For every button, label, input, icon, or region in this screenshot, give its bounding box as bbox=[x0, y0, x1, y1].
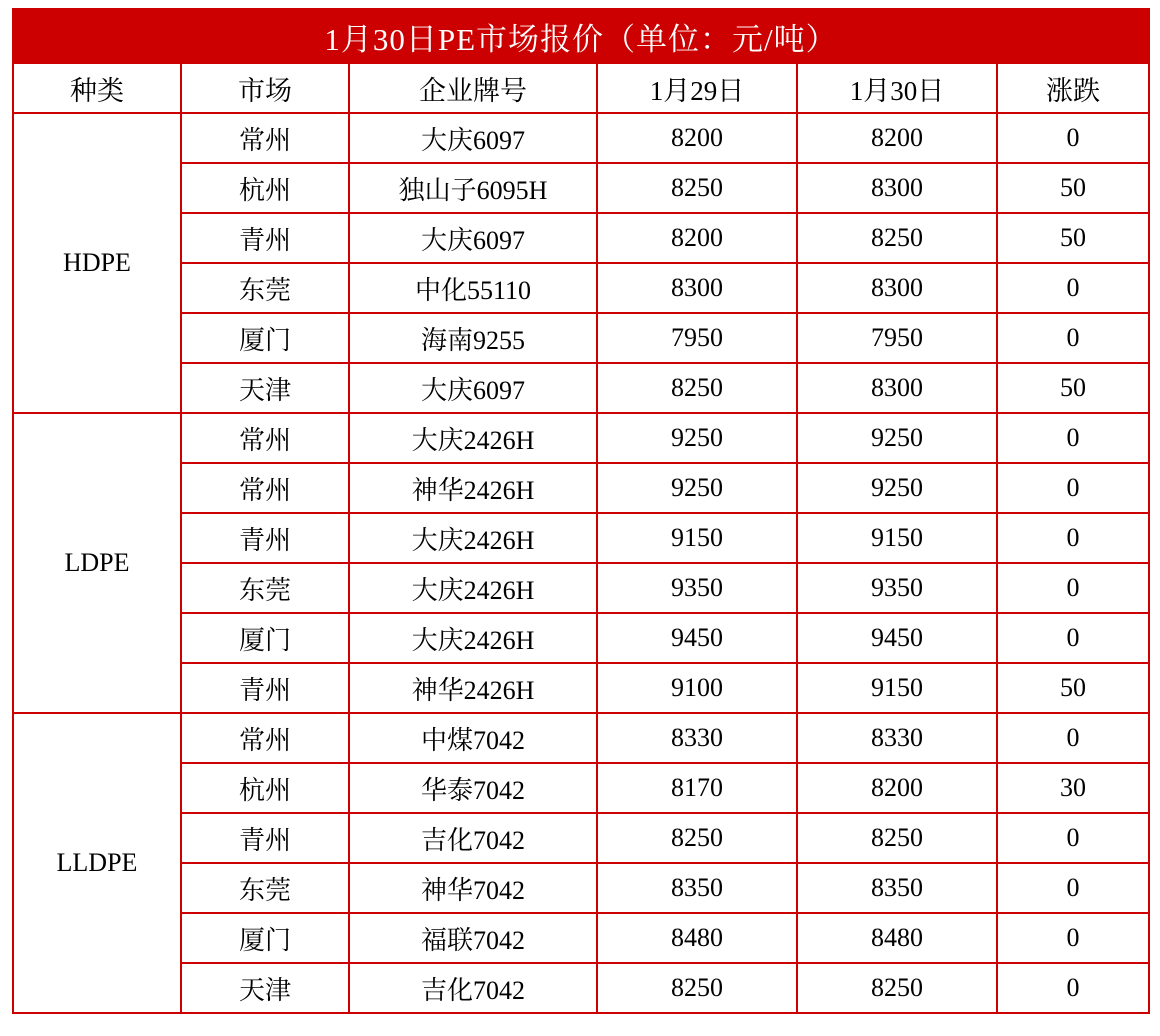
change-cell: 30 bbox=[997, 763, 1149, 813]
brand-cell: 吉化7042 bbox=[349, 813, 597, 863]
price-curr-cell: 8300 bbox=[797, 263, 997, 313]
brand-cell: 大庆2426H bbox=[349, 613, 597, 663]
market-cell: 常州 bbox=[181, 413, 349, 463]
column-header-date-prev: 1月29日 bbox=[597, 63, 797, 113]
market-cell: 常州 bbox=[181, 113, 349, 163]
table-row bbox=[13, 463, 1149, 513]
change-cell: 50 bbox=[997, 363, 1149, 413]
table-row bbox=[13, 913, 1149, 963]
price-curr-cell: 8300 bbox=[797, 163, 997, 213]
market-cell: 常州 bbox=[181, 713, 349, 763]
brand-cell: 大庆2426H bbox=[349, 563, 597, 613]
price-prev-cell: 9100 bbox=[597, 663, 797, 713]
price-prev-cell: 8330 bbox=[597, 713, 797, 763]
price-prev-cell: 8170 bbox=[597, 763, 797, 813]
brand-cell: 华泰7042 bbox=[349, 763, 597, 813]
change-cell: 50 bbox=[997, 163, 1149, 213]
price-curr-cell: 8330 bbox=[797, 713, 997, 763]
table-row bbox=[13, 513, 1149, 563]
change-cell: 0 bbox=[997, 963, 1149, 1013]
market-cell: 厦门 bbox=[181, 313, 349, 363]
price-curr-cell: 8250 bbox=[797, 963, 997, 1013]
price-prev-cell: 8250 bbox=[597, 813, 797, 863]
price-prev-cell: 9350 bbox=[597, 563, 797, 613]
table-row bbox=[13, 163, 1149, 213]
header-row bbox=[13, 63, 1149, 113]
price-curr-cell: 8250 bbox=[797, 813, 997, 863]
brand-cell: 大庆2426H bbox=[349, 513, 597, 563]
brand-cell: 大庆2426H bbox=[349, 413, 597, 463]
table-head bbox=[13, 9, 1149, 113]
table-title: 1月30日PE市场报价（单位：元/吨） bbox=[13, 9, 1149, 63]
market-cell: 青州 bbox=[181, 813, 349, 863]
price-prev-cell: 8200 bbox=[597, 113, 797, 163]
market-cell: 杭州 bbox=[181, 163, 349, 213]
table-row bbox=[13, 363, 1149, 413]
table-row bbox=[13, 263, 1149, 313]
brand-cell: 独山子6095H bbox=[349, 163, 597, 213]
table-body bbox=[13, 113, 1149, 1013]
market-cell: 青州 bbox=[181, 663, 349, 713]
title-row bbox=[13, 9, 1149, 63]
change-cell: 0 bbox=[997, 263, 1149, 313]
price-prev-cell: 8350 bbox=[597, 863, 797, 913]
price-curr-cell: 8480 bbox=[797, 913, 997, 963]
brand-cell: 海南9255 bbox=[349, 313, 597, 363]
table-row bbox=[13, 213, 1149, 263]
price-prev-cell: 8480 bbox=[597, 913, 797, 963]
price-curr-cell: 9250 bbox=[797, 413, 997, 463]
change-cell: 0 bbox=[997, 513, 1149, 563]
category-cell-ldpe: LDPE bbox=[13, 413, 181, 713]
change-cell: 0 bbox=[997, 713, 1149, 763]
price-prev-cell: 8250 bbox=[597, 963, 797, 1013]
price-curr-cell: 8300 bbox=[797, 363, 997, 413]
table-row bbox=[13, 863, 1149, 913]
change-cell: 50 bbox=[997, 213, 1149, 263]
change-cell: 0 bbox=[997, 613, 1149, 663]
price-prev-cell: 9250 bbox=[597, 463, 797, 513]
price-prev-cell: 8250 bbox=[597, 163, 797, 213]
price-curr-cell: 9450 bbox=[797, 613, 997, 663]
brand-cell: 大庆6097 bbox=[349, 113, 597, 163]
table-row bbox=[13, 763, 1149, 813]
market-cell: 杭州 bbox=[181, 763, 349, 813]
change-cell: 0 bbox=[997, 413, 1149, 463]
column-header-brand: 企业牌号 bbox=[349, 63, 597, 113]
market-cell: 天津 bbox=[181, 363, 349, 413]
price-prev-cell: 8300 bbox=[597, 263, 797, 313]
column-header-category: 种类 bbox=[13, 63, 181, 113]
market-cell: 青州 bbox=[181, 513, 349, 563]
price-curr-cell: 9150 bbox=[797, 663, 997, 713]
brand-cell: 神华7042 bbox=[349, 863, 597, 913]
table-row bbox=[13, 613, 1149, 663]
price-prev-cell: 9450 bbox=[597, 613, 797, 663]
price-curr-cell: 8250 bbox=[797, 213, 997, 263]
price-curr-cell: 9350 bbox=[797, 563, 997, 613]
price-prev-cell: 7950 bbox=[597, 313, 797, 363]
price-curr-cell: 8200 bbox=[797, 763, 997, 813]
column-header-change: 涨跌 bbox=[997, 63, 1149, 113]
price-curr-cell: 8200 bbox=[797, 113, 997, 163]
pe-market-price-table bbox=[12, 8, 1150, 1014]
market-cell: 天津 bbox=[181, 963, 349, 1013]
price-curr-cell: 9250 bbox=[797, 463, 997, 513]
price-curr-cell: 9150 bbox=[797, 513, 997, 563]
brand-cell: 大庆6097 bbox=[349, 363, 597, 413]
brand-cell: 神华2426H bbox=[349, 463, 597, 513]
price-prev-cell: 8250 bbox=[597, 363, 797, 413]
category-cell-hdpe: HDPE bbox=[13, 113, 181, 413]
market-cell: 厦门 bbox=[181, 613, 349, 663]
category-cell-lldpe: LLDPE bbox=[13, 713, 181, 1013]
market-cell: 青州 bbox=[181, 213, 349, 263]
change-cell: 0 bbox=[997, 113, 1149, 163]
table-row bbox=[13, 713, 1149, 763]
change-cell: 0 bbox=[997, 313, 1149, 363]
column-header-date-curr: 1月30日 bbox=[797, 63, 997, 113]
market-cell: 东莞 bbox=[181, 863, 349, 913]
change-cell: 0 bbox=[997, 463, 1149, 513]
change-cell: 0 bbox=[997, 813, 1149, 863]
brand-cell: 福联7042 bbox=[349, 913, 597, 963]
market-cell: 厦门 bbox=[181, 913, 349, 963]
price-prev-cell: 8200 bbox=[597, 213, 797, 263]
price-curr-cell: 8350 bbox=[797, 863, 997, 913]
table-row bbox=[13, 813, 1149, 863]
brand-cell: 吉化7042 bbox=[349, 963, 597, 1013]
market-cell: 常州 bbox=[181, 463, 349, 513]
column-header-market: 市场 bbox=[181, 63, 349, 113]
table-row bbox=[13, 313, 1149, 363]
change-cell: 0 bbox=[997, 563, 1149, 613]
price-prev-cell: 9250 bbox=[597, 413, 797, 463]
table-row bbox=[13, 413, 1149, 463]
price-prev-cell: 9150 bbox=[597, 513, 797, 563]
table-row bbox=[13, 963, 1149, 1013]
brand-cell: 大庆6097 bbox=[349, 213, 597, 263]
brand-cell: 中煤7042 bbox=[349, 713, 597, 763]
change-cell: 50 bbox=[997, 663, 1149, 713]
table-row bbox=[13, 113, 1149, 163]
brand-cell: 神华2426H bbox=[349, 663, 597, 713]
brand-cell: 中化55110 bbox=[349, 263, 597, 313]
market-cell: 东莞 bbox=[181, 263, 349, 313]
change-cell: 0 bbox=[997, 913, 1149, 963]
market-cell: 东莞 bbox=[181, 563, 349, 613]
price-curr-cell: 7950 bbox=[797, 313, 997, 363]
table-row bbox=[13, 663, 1149, 713]
table-row bbox=[13, 563, 1149, 613]
change-cell: 0 bbox=[997, 863, 1149, 913]
